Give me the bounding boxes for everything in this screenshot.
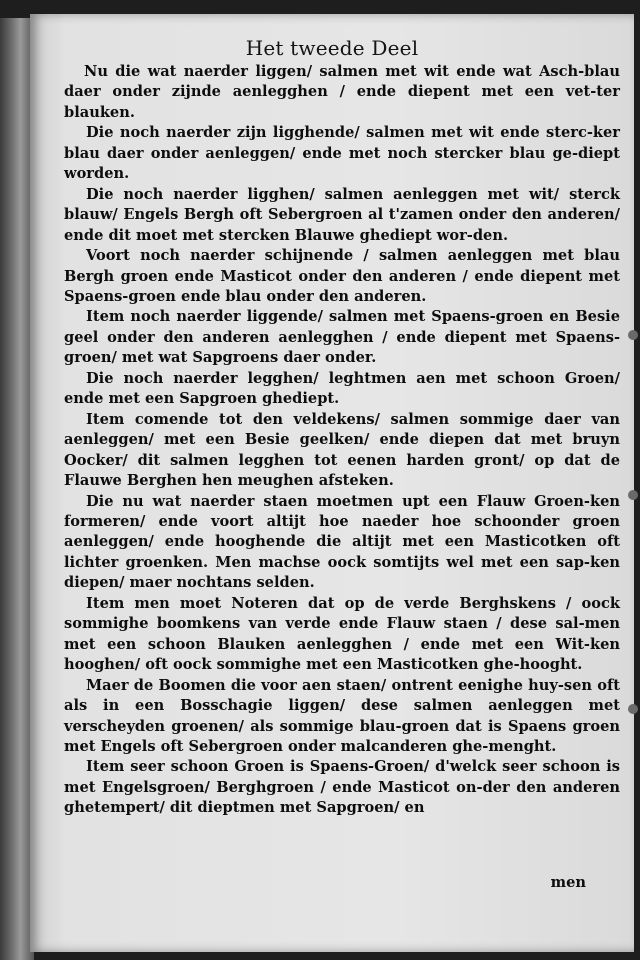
page-sheet (30, 14, 634, 952)
running-header: Het tweede Deel (245, 36, 419, 60)
paragraph-5: Item noch naerder liggende/ salmen met Spaens-groen en Besie geel onder den anderen aenlegghen / ende diepent met Spaens-groen/ met wat Sapgroens daer onder. (64, 308, 620, 367)
paragraph-10: Maer de Boomen die voor aen staen/ ontrent eenighe huy-sen oft als in een Bosschagie liggen/ dese salmen aenleggen met verscheyden groenen/ als sommige blau-groen dat is Spaens groen met Engels oft Sebergroen onder malcanderen ghe-menght. (64, 676, 620, 755)
book-binding-edge (0, 18, 34, 960)
paragraph-4: Voort noch naerder schijnende / salmen aenleggen met blau Bergh groen ende Masticot onder den anderen / ende diepent met Spaens-groen ende blau onder den anderen. (64, 247, 620, 305)
binding-hole-mark (628, 490, 638, 500)
catchword: men (550, 874, 586, 891)
paragraph-2: Die noch naerder zijn ligghende/ salmen met wit ende sterc-ker blau daer onder aenleggen/ ende met noch stercker blau ge-diept worden. (64, 124, 620, 183)
paragraph-6: Die noch naerder legghen/ leghtmen aen met schoon Groen/ ende met een Sapgroen ghediept. (64, 369, 620, 408)
paragraph-8: Die nu wat naerder staen moetmen upt een Flauw Groen-ken formeren/ ende voort altijt hoe naeder hoe schoonder groen aenleggen/ ende hooghende die altijt met een Masticotken oft lichter groenken. Men machse oock somtijts wel met een sap-ken diepen/ maer nochtans selden. (64, 492, 620, 592)
paragraph-3: Die noch naerder ligghen/ salmen aenleggen met wit/ sterck blauw/ Engels Bergh oft Sebergroen al t'zamen onder den anderen/ ende dit moet met stercken Blauwe ghediept wor-den. (64, 185, 620, 244)
paragraph-1: Nu die wat naerder liggen/ salmen met wit ende wat Asch-blau daer onder zijnde aenlegghen / ende diepent met een vet-ter blauken. (64, 63, 620, 121)
binding-hole-mark (628, 330, 638, 340)
paragraph-11: Item seer schoon Groen is Spaens-Groen/ d'welck seer schoon is met Engelsgroen/ Berghgroen / ende Masticot on-der den anderen ghetempert/ dit dieptmen met Sapgroen/ en (64, 758, 620, 817)
body-text (64, 62, 620, 819)
binding-hole-mark (628, 704, 638, 714)
paragraph-9: Item men moet Noteren dat op de verde Berghskens / oock sommighe boomkens van verde ende Flauw staen / dese sal-men met een schoon Blauken aenlegghen / ende met een Wit-ken hooghen/ oft oock sommighe met een Masticotken ghe-hooght. (64, 594, 620, 674)
paragraph-7: Item comende tot den veldekens/ salmen sommige daer van aenleggen/ met een Besie geelken/ ende diepen dat met bruyn Oocker/ dit salmen legghen tot eenen harden gront/ op dat de Flauwe Berghen hen meughen afsteken. (64, 410, 620, 490)
